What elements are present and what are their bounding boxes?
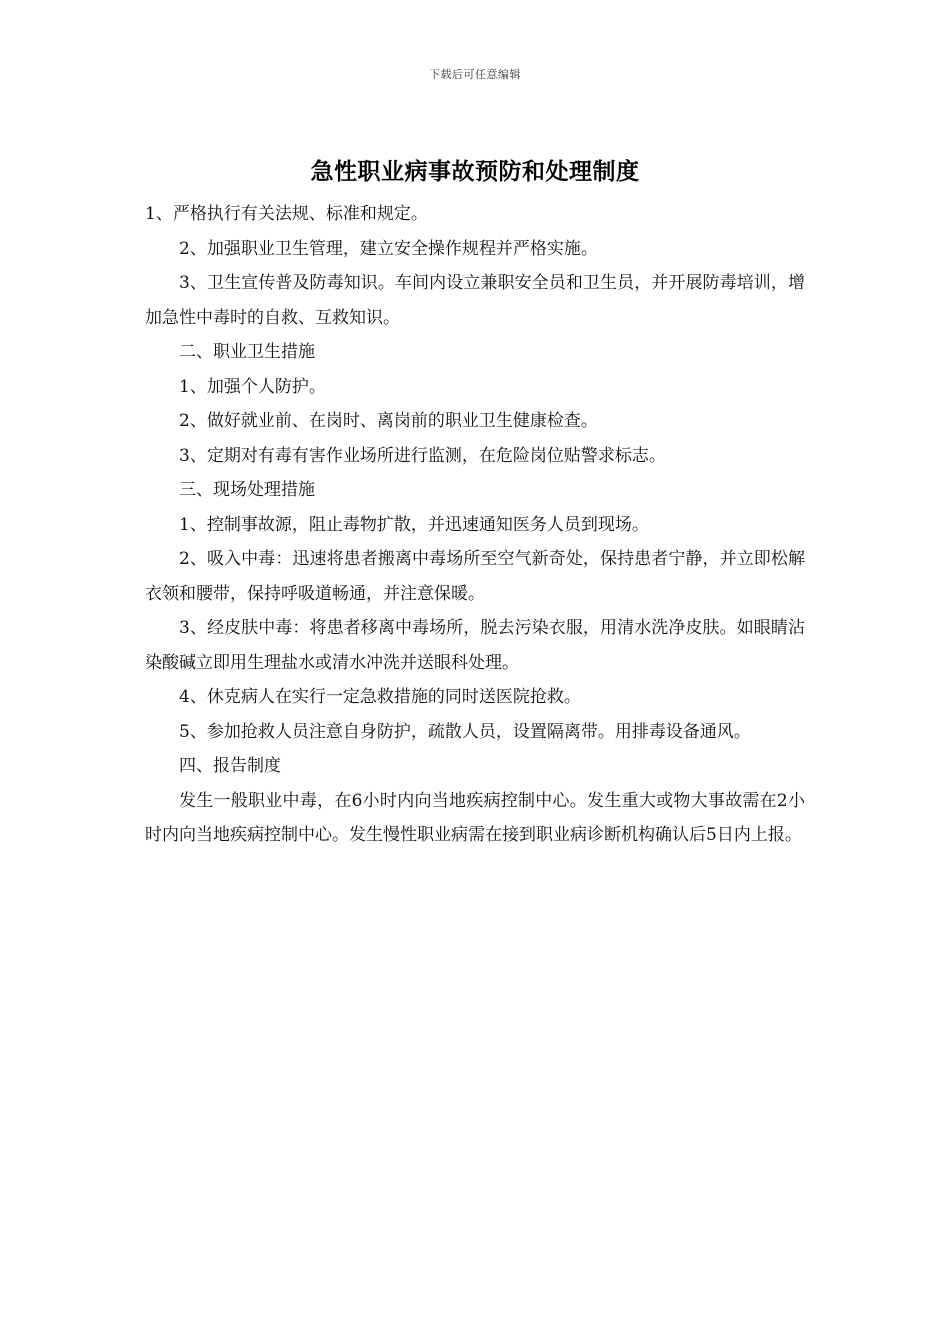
paragraph: 2、加强职业卫生管理，建立安全操作规程并严格实施。 bbox=[179, 238, 598, 259]
paragraph: 3、经皮肤中毒：将患者移离中毒场所，脱去污染衣服，用清水洗净皮肤。如眼睛沾染酸碱立即用生理盐水或清水冲洗并送眼科处理。 bbox=[145, 618, 805, 673]
paragraph: 1、控制事故源，阻止毒物扩散，并迅速通知医务人员到现场。 bbox=[179, 514, 649, 535]
section-heading: 二、职业卫生措施 bbox=[179, 342, 315, 362]
paragraph: 4、休克病人在实行一定急救措施的同时送医院抢救。 bbox=[179, 687, 581, 707]
paragraph: 2、做好就业前、在岗时、离岗前的职业卫生健康检查。 bbox=[179, 411, 598, 431]
paragraph: 3、卫生宣传普及防毒知识。车间内设立兼职安全员和卫生员，并开展防毒培训，增加急性中毒时的自救、互救知识。 bbox=[145, 273, 805, 328]
section-heading: 四、报告制度 bbox=[179, 756, 281, 776]
paragraph: 5、参加抢救人员注意自身防护，疏散人员，设置隔离带。用排毒设备通风。 bbox=[179, 721, 751, 742]
document-title: 急性职业病事故预防和处理制度 bbox=[310, 159, 640, 185]
paragraph: 1、严格执行有关法规、标准和规定。 bbox=[145, 204, 428, 224]
paragraph: 2、吸入中毒：迅速将患者搬离中毒场所至空气新奇处，保持患者宁静，并立即松解衣领和腰带，保持呼吸道畅通，并注意保暖。 bbox=[145, 549, 805, 604]
paragraph: 1、加强个人防护。 bbox=[179, 376, 326, 397]
paragraph: 发生一般职业中毒，在6小时内向当地疾病控制中心。发生重大或物大事故需在2小时内向当地疾病控制中心。发生慢性职业病需在接到职业病诊断机构确认后5日内上报。 bbox=[145, 790, 805, 845]
paragraph: 3、定期对有毒有害作业场所进行监测，在危险岗位贴警求标志。 bbox=[179, 445, 666, 466]
section-heading: 三、现场处理措施 bbox=[179, 480, 315, 500]
document-body bbox=[145, 197, 805, 853]
header-note: 下载后可任意编辑 bbox=[429, 68, 521, 81]
